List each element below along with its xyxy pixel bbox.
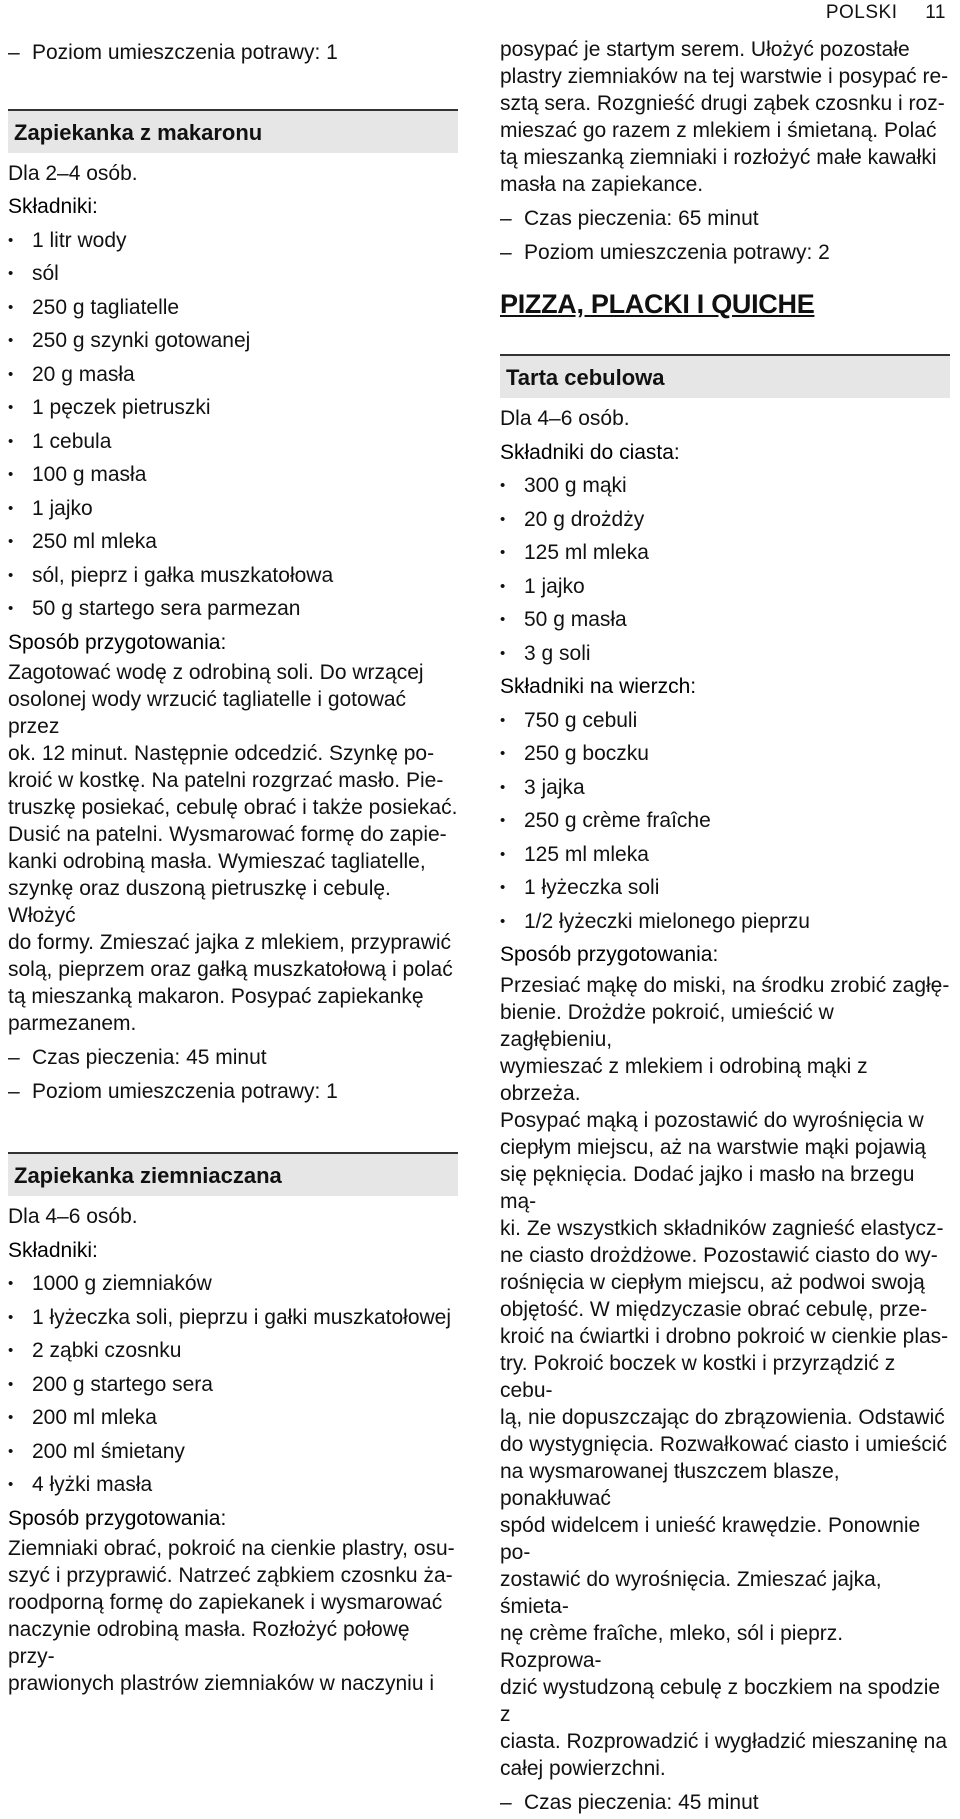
text-line: kroić w kostkę. Na patelni rozgrzać masło. Pie- [8,767,458,794]
method-text [500,972,950,1782]
shelf-level: – Poziom umieszczenia potrawy: 2 [500,236,950,270]
text-line: objętość. W międzyczasie obrać cebulę, prze- [500,1296,950,1323]
ingredient-item: • 2 ząbki czosnku [8,1334,458,1368]
ingredient-item: • 125 ml mleka [500,838,950,872]
ingredient-item: • 250 g boczku [500,737,950,771]
text-line: Przesiać mąkę do miski, na środku zrobić zagłę- [500,972,950,999]
ingredient-item: • 250 ml mleka [8,525,458,559]
ingredient-item: • 3 jajka [500,771,950,805]
ingredient-item: • 250 g crème fraîche [500,804,950,838]
text-line: mieszać go razem z mlekiem i śmietaną. Polać [500,117,950,144]
ingredient-item: • 3 g soli [500,637,950,671]
right-column [500,36,950,1819]
method-text [8,1535,458,1697]
text-line: masła na zapiekance. [500,171,950,198]
text-line: zostawić do wyrośnięcia. Zmieszać jajka, śmieta- [500,1566,950,1620]
baking-time: – Czas pieczenia: 45 minut [500,1786,950,1819]
text-line: Posypać mąką i pozostawić do wyrośnięcia w [500,1107,950,1134]
ingredient-item: • 200 ml śmietany [8,1435,458,1469]
ingredient-item: • 1 jajko [500,570,950,604]
shelf-level-note: – Poziom umieszczenia potrawy: 1 [8,36,458,70]
ingredients-list [8,224,458,626]
shelf-level: – Poziom umieszczenia potrawy: 1 [8,1075,458,1109]
ingredient-item: • 125 ml mleka [500,536,950,570]
text-line: roodporną formę do zapiekanek i wysmarować [8,1589,458,1616]
text-line: posypać je startym serem. Ułożyć pozostałe [500,36,950,63]
text-line: ciasta. Rozprowadzić i wygładzić mieszaninę na [500,1728,950,1755]
ingredient-item: • 50 g masła [500,603,950,637]
recipe-title-pasta-bake: Zapiekanka z makaronu [8,109,458,153]
text-line: Ziemniaki obrać, pokroić na cienkie plastry, osu- [8,1535,458,1562]
method-label: Sposób przygotowania: [500,938,950,972]
text-line: dzić wystudzoną cebulę z boczkiem na spodzie z [500,1674,950,1728]
ingredients-label: Składniki: [8,190,458,224]
text-line: osolonej wody wrzucić tagliatelle i gotować przez [8,686,458,740]
text-line: się pęknięcia. Dodać jajko i masło na brzegu mą- [500,1161,950,1215]
method-label: Sposób przygotowania: [8,1502,458,1536]
text-line: wymieszać z mlekiem i odrobiną mąki z obrzeża. [500,1053,950,1107]
text-line: tą mieszanką makaron. Posypać zapiekankę [8,983,458,1010]
ingredient-item: • 1 cebula [8,425,458,459]
text-line: ok. 12 minut. Następnie odcedzić. Szynkę po- [8,740,458,767]
ingredients-list [8,1267,458,1502]
left-column [8,36,458,1697]
text-line: truszkę posiekać, cebulę obrać i także posiekać. [8,794,458,821]
text-line: plastry ziemniaków na tej warstwie i posypać re- [500,63,950,90]
ingredient-item: • 1 łyżeczka soli, pieprzu i gałki muszkatołowej [8,1301,458,1335]
text-line: try. Pokroić boczek w kostki i przyrządzić z cebu- [500,1350,950,1404]
ingredient-item: • 1000 g ziemniaków [8,1267,458,1301]
text-line: rośnięcia w ciepłym miejscu, aż podwoi swoją [500,1269,950,1296]
ingredient-item: • sól, pieprz i gałka muszkatołowa [8,559,458,593]
page-number: 11 [925,2,946,23]
servings: Dla 4–6 osób. [8,1200,458,1234]
ingredient-item: • 20 g masła [8,358,458,392]
dough-ingredients-label: Składniki do ciasta: [500,436,950,470]
text-line: kroić na ćwiartki i drobno pokroić w cienkie plas- [500,1323,950,1350]
ingredient-item: • 20 g drożdży [500,503,950,537]
servings: Dla 4–6 osób. [500,402,950,436]
text-line: solą, pieprzem oraz gałką muszkatołową i polać [8,956,458,983]
baking-time: – Czas pieczenia: 65 minut [500,202,950,236]
ingredient-item: • 1 łyżeczka soli [500,871,950,905]
ingredient-item: • 100 g masła [8,458,458,492]
ingredient-item: • 1 litr wody [8,224,458,258]
recipe-title-potato-bake: Zapiekanka ziemniaczana [8,1152,458,1196]
text-line: do formy. Zmieszać jajka z mlekiem, przyprawić [8,929,458,956]
ingredient-item: • 50 g startego sera parmezan [8,592,458,626]
topping-ingredients-list [500,704,950,939]
text-line: Dusić na patelni. Wysmarować formę do zapie- [8,821,458,848]
dough-ingredients-list [500,469,950,670]
text-line: bienie. Drożdże pokroić, umieścić w zagłębieniu, [500,999,950,1053]
recipe-title-onion-tart: Tarta cebulowa [500,354,950,398]
ingredients-label: Składniki: [8,1234,458,1268]
text-line: sztą sera. Rozgnieść drugi ząbek czosnku i roz- [500,90,950,117]
baking-time: – Czas pieczenia: 45 minut [8,1041,458,1075]
ingredient-item: • 1 jajko [8,492,458,526]
ingredient-item: • 250 g tagliatelle [8,291,458,325]
text-line: spód widelcem i unieść krawędzie. Ponownie po- [500,1512,950,1566]
text-line: nę crème fraîche, mleko, sól i pieprz. Rozprowa- [500,1620,950,1674]
text-line: do wystygnięcia. Rozwałkować ciasto i umieścić [500,1431,950,1458]
continued-method-text [500,36,950,198]
text-line: całej powierzchni. [500,1755,950,1782]
text-line: ki. Ze wszystkich składników zagnieść elastycz- [500,1215,950,1242]
servings: Dla 2–4 osób. [8,157,458,191]
method-text [8,659,458,1037]
topping-ingredients-label: Składniki na wierzch: [500,670,950,704]
language-label: POLSKI [826,2,898,23]
ingredient-item: • 1 pęczek pietruszki [8,391,458,425]
chapter-heading: PIZZA, PLACKI I QUICHE [500,287,950,321]
ingredient-item: • 250 g szynki gotowanej [8,324,458,358]
ingredient-item: • 300 g mąki [500,469,950,503]
text-line: Zagotować wodę z odrobiną soli. Do wrzącej [8,659,458,686]
text-line: na wysmarowanej tłuszczem blasze, ponakłuwać [500,1458,950,1512]
text-line: prawionych plastrów ziemniaków w naczyniu i [8,1670,458,1697]
ingredient-item: • 200 ml mleka [8,1401,458,1435]
ingredient-item: • 200 g startego sera [8,1368,458,1402]
text-line: naczynie odrobiną masła. Rozłożyć połowę przy- [8,1616,458,1670]
method-label: Sposób przygotowania: [8,626,458,660]
text-line: ciepłym miejscu, aż na warstwie mąki pojawią [500,1134,950,1161]
text-line: lą, nie dopuszczając do zbrązowienia. Odstawić [500,1404,950,1431]
text-line: ne ciasto drożdżowe. Pozostawić ciasto do wy- [500,1242,950,1269]
page-header [804,2,946,24]
text-line: szyć i przyprawić. Natrzeć ząbkiem czosnku ża- [8,1562,458,1589]
text-line: szynkę oraz duszoną pietruszkę i cebulę. Włożyć [8,875,458,929]
ingredient-item: • 1/2 łyżeczki mielonego pieprzu [500,905,950,939]
ingredient-item: • 4 łyżki masła [8,1468,458,1502]
text-line: parmezanem. [8,1010,458,1037]
ingredient-item: • sól [8,257,458,291]
text-line: kanki odrobiną masła. Wymieszać tagliatelle, [8,848,458,875]
text-line: tą mieszanką ziemniaki i rozłożyć małe kawałki [500,144,950,171]
ingredient-item: • 750 g cebuli [500,704,950,738]
